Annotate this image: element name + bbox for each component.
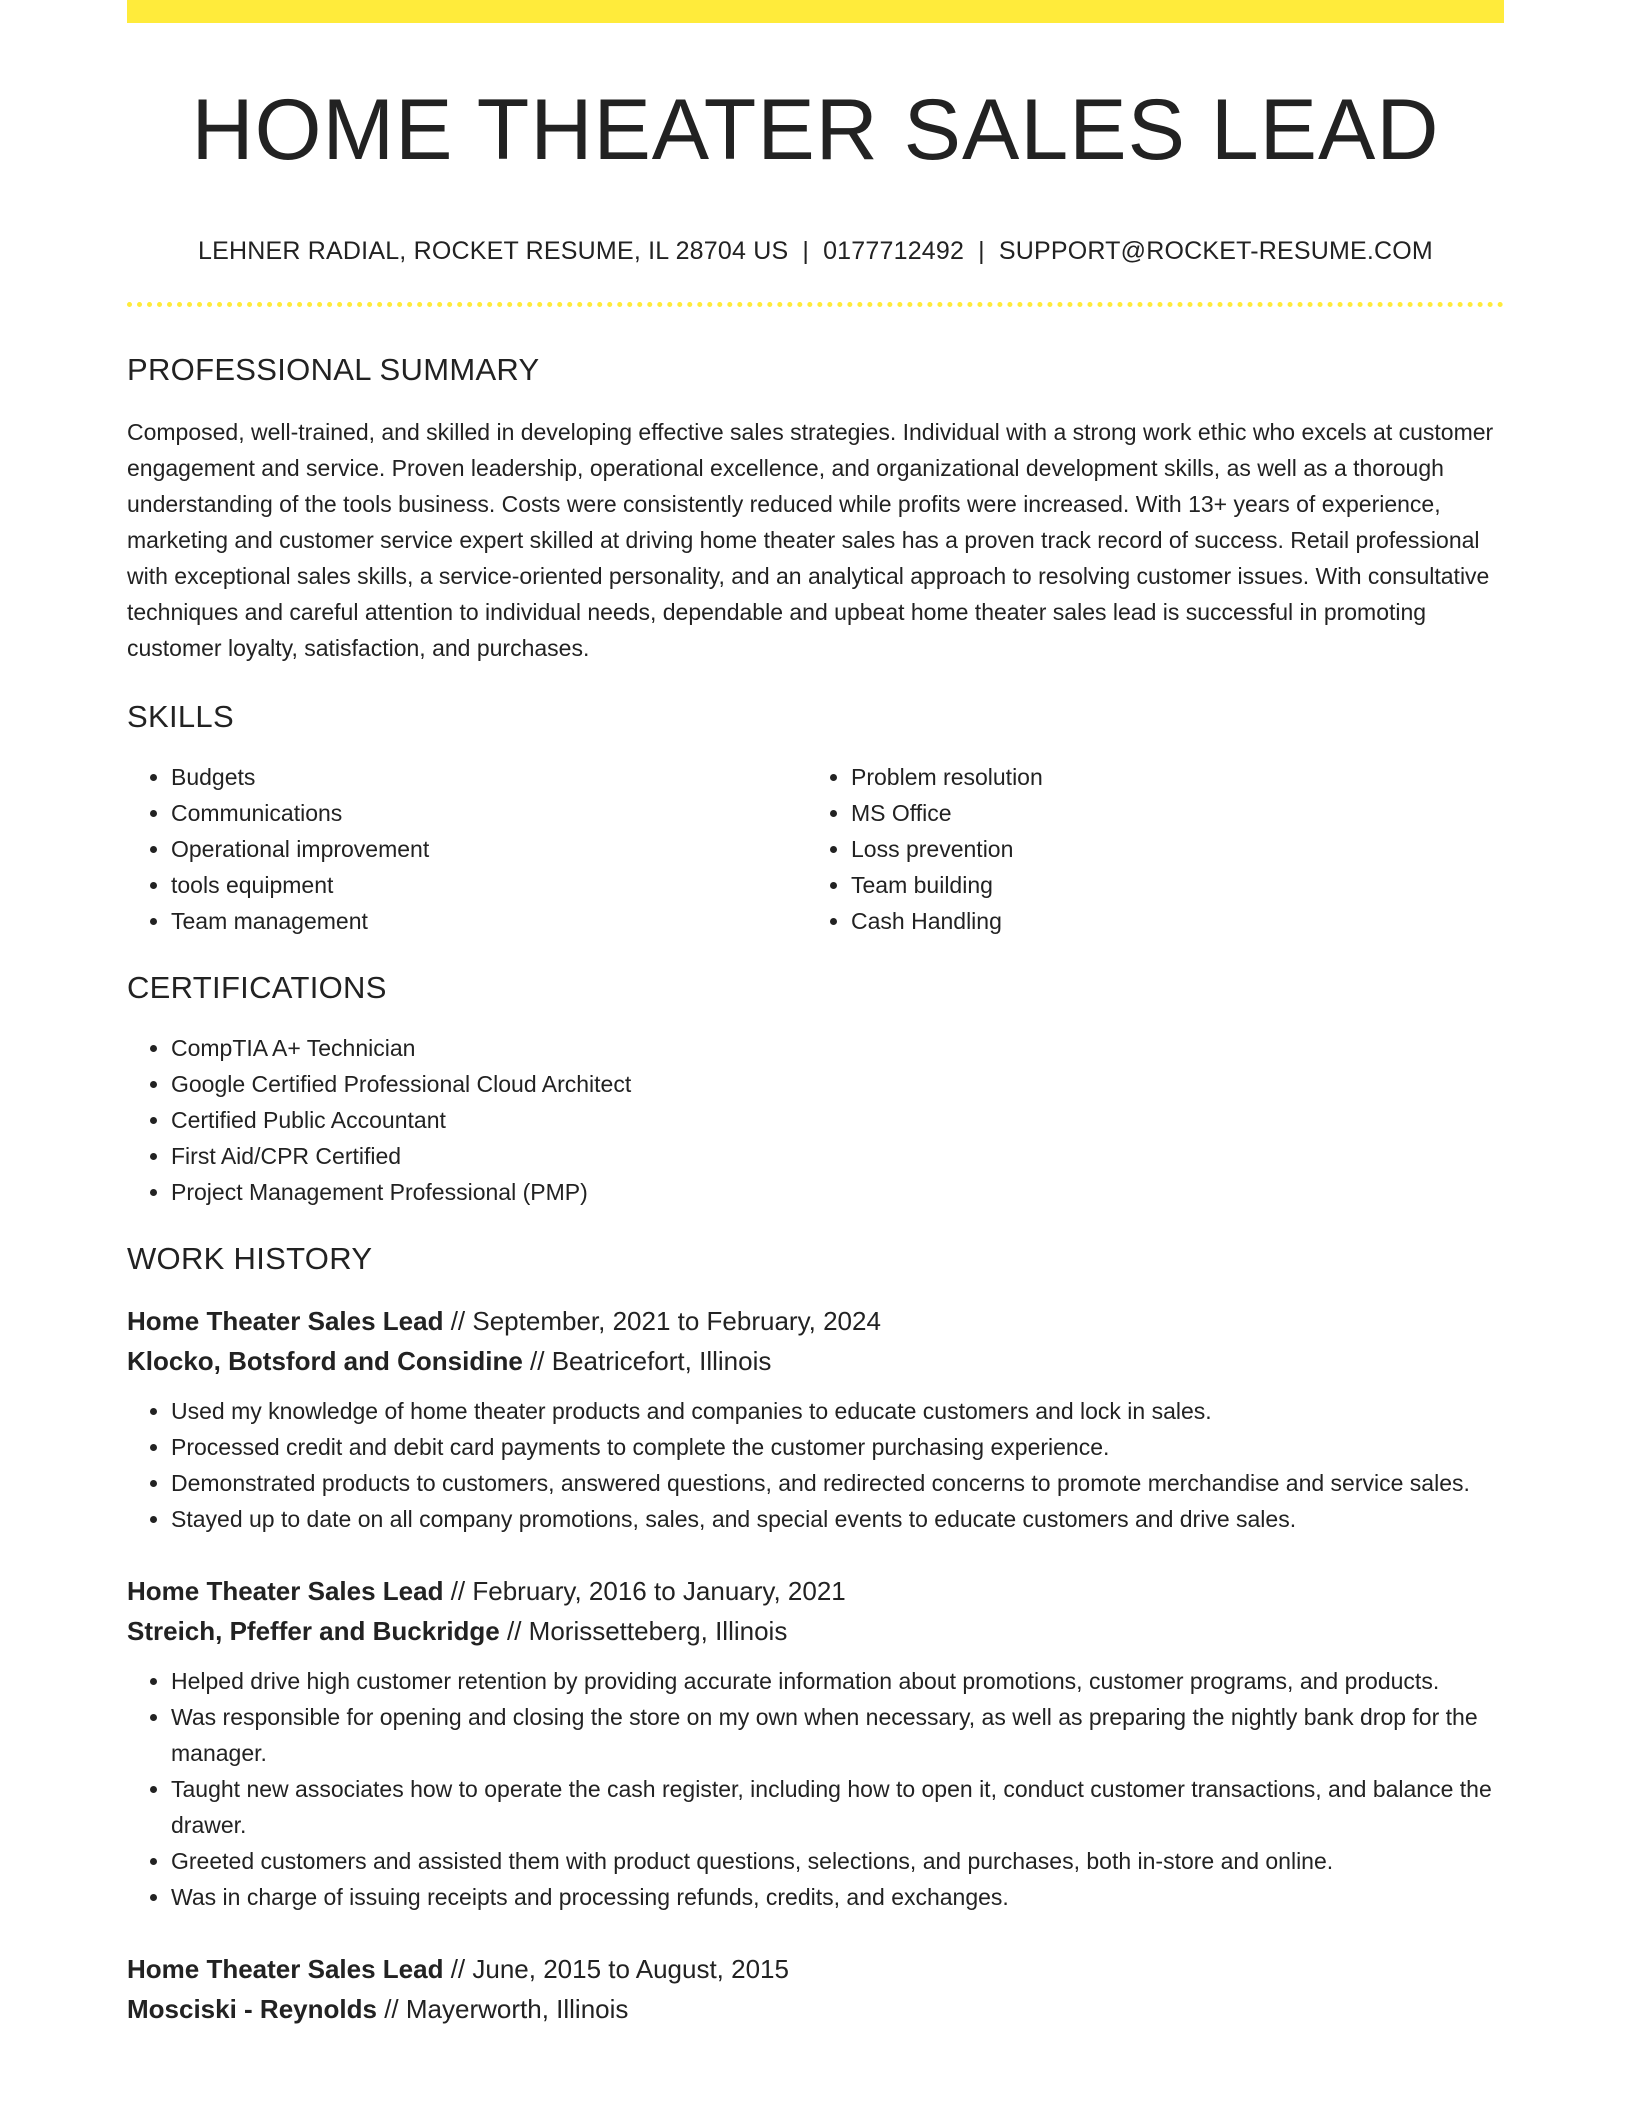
job-divider: // [499,1616,529,1647]
job-divider: // [376,1994,406,2025]
job-dates: February, 2016 to January, 2021 [472,1576,846,1607]
certification-item: • Project Management Professional (PMP) [171,1174,1504,1210]
job-title: Home Theater Sales Lead [127,1306,444,1337]
skill-item: • Loss prevention [851,831,1487,867]
certification-item: • CompTIA A+ Technician [171,1030,1504,1066]
header-divider [127,302,1504,307]
job-duty-item: • Helped drive high customer retention by providing accurate information about promotions, customer programs, and products. [171,1663,1504,1699]
job-duty-item: • Demonstrated products to customers, answered questions, and redirected concerns to promote merchandise and service sales. [171,1465,1504,1501]
job-company-line [127,1611,1504,1651]
job-title: Home Theater Sales Lead [127,1576,444,1607]
skills-list-right [807,759,1487,939]
section-heading: PROFESSIONAL SUMMARY [127,351,540,387]
job-title: Home Theater Sales Lead [127,1954,444,1985]
job-duty-item: • Processed credit and debit card payments to complete the customer purchasing experience. [171,1429,1504,1465]
job-company-line [127,1989,1504,2029]
contact-phone: 0177712492 [823,236,965,265]
skill-item: • Problem resolution [851,759,1487,795]
skill-item: • Communications [171,795,807,831]
skill-item: • Cash Handling [851,903,1487,939]
job-title-line [127,1949,1504,1989]
resume-page [127,0,1504,2029]
contact-address: LEHNER RADIAL, ROCKET RESUME, IL 28704 US [198,236,789,265]
job-location: Beatricefort, Illinois [551,1346,772,1377]
professional-summary-section [127,351,1504,666]
resume-title: HOME THEATER SALES LEAD [191,82,1440,178]
job-company: Klocko, Botsford and Considine [127,1346,523,1377]
section-heading: WORK HISTORY [127,1241,373,1277]
skills-columns [127,759,1504,939]
job-duty-item: • Greeted customers and assisted them with product questions, selections, and purchases, both in-store and online. [171,1843,1504,1879]
job-title-line [127,1571,1504,1611]
skill-item: • Team building [851,867,1487,903]
skill-item: • tools equipment [171,867,807,903]
job-entry [127,1301,1504,1537]
contact-separator: | [802,236,810,265]
job-duty-item: • Used my knowledge of home theater products and companies to educate customers and lock in sales. [171,1393,1504,1429]
job-duty-item: • Was in charge of issuing receipts and processing refunds, credits, and exchanges. [171,1879,1504,1915]
certifications-section [127,969,1504,1210]
jobs-container [127,1301,1504,2029]
contact-separator: | [978,236,985,265]
job-location: Morissetteberg, Illinois [528,1616,788,1647]
certifications-list [127,1030,1504,1210]
job-entry [127,1949,1504,2029]
skill-item: • Budgets [171,759,807,795]
job-company: Streich, Pfeffer and Buckridge [127,1616,500,1647]
certification-item: • Certified Public Accountant [171,1102,1504,1138]
skill-item: • Operational improvement [171,831,807,867]
job-company: Mosciski - Reynolds [127,1994,377,2025]
job-dates: September, 2021 to February, 2024 [472,1306,881,1337]
job-duties-list [127,1393,1504,1537]
certification-item: • Google Certified Professional Cloud Architect [171,1066,1504,1102]
skill-item: • Team management [171,903,807,939]
top-accent-bar [127,0,1504,23]
skills-section [127,698,1504,939]
work-history-section [127,1240,1504,2029]
certification-item: • First Aid/CPR Certified [171,1138,1504,1174]
job-duty-item: • Taught new associates how to operate the cash register, including how to open it, conduct customer transactions, and balance the drawer. [171,1771,1504,1843]
job-divider: // [443,1576,473,1607]
section-heading: SKILLS [127,698,234,734]
summary-text: Composed, well-trained, and skilled in developing effective sales strategies. Individual with a strong work ethic who excels at customer engagement and service. Proven leadership, operational excellence, and organizational development skills, as well as a thorough understanding of the tools business. Costs were consistently reduced while profits were increased. With 13+ years of experience, marketing and customer service expert skilled at driving home theater sales has a proven track record of success. Retail professional with exceptional sales skills, a service-oriented personality, and an analytical approach to resolving customer issues. With consultative techniques and careful attention to individual needs, dependable and upbeat home theater sales lead is successful in promoting customer loyalty, satisfaction, and purchases. [127,418,1494,661]
job-duty-item: • Stayed up to date on all company promotions, sales, and special events to educate customers and drive sales. [171,1501,1504,1537]
job-entry [127,1571,1504,1915]
contact-line [127,236,1504,266]
job-duty-item: • Was responsible for opening and closing the store on my own when necessary, as well as preparing the nightly bank drop for the manager. [171,1699,1504,1771]
job-divider: // [522,1346,552,1377]
job-divider: // [443,1306,473,1337]
section-heading: CERTIFICATIONS [127,969,387,1005]
skill-item: • MS Office [851,795,1487,831]
job-dates: June, 2015 to August, 2015 [472,1954,789,1985]
contact-email: SUPPORT@ROCKET-RESUME.COM [998,236,1433,265]
job-duties-list [127,1663,1504,1915]
job-title-line [127,1301,1504,1341]
job-location: Mayerworth, Illinois [405,1994,629,2025]
job-company-line [127,1341,1504,1381]
skills-list-left [127,759,807,939]
job-divider: // [443,1954,473,1985]
